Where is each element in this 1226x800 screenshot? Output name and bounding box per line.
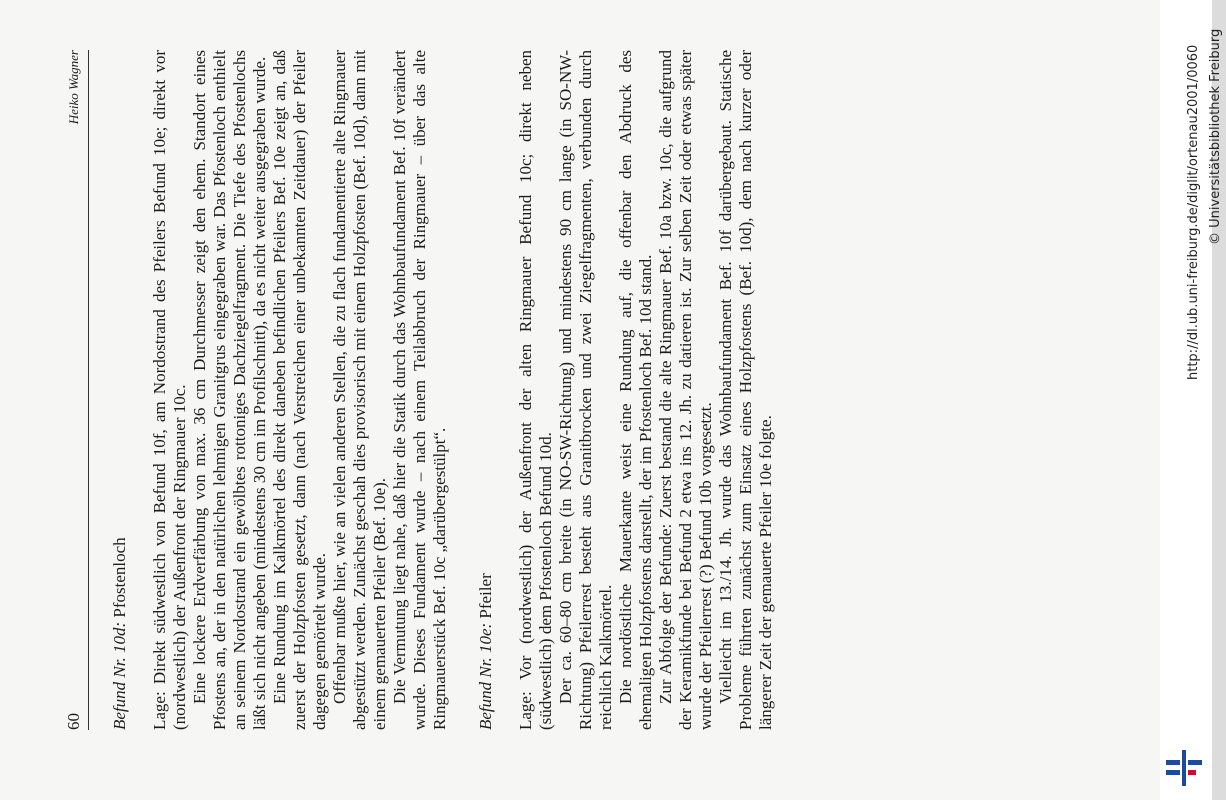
- paragraph: Die Vermutung liegt nahe, daß hier die Statik durch das Wohnbaufundament Bef. 10f verändert wurde. Dieses Fundament wurde – nach einem Teilabbruch der Ringmauer – über das alte Ringmauerstück Bef. 10c „darübergestülpt“.: [390, 50, 449, 730]
- paragraph: Der ca. 60–80 cm breite (in NO-SW-Richtung) und mindestens 90 cm lange (in SO-NW-Richtung) Pfeilerrest besteht aus Granitbrocken und zwei Ziegelfragmenten, verbunden durch reichlich Kalkmörtel.: [556, 50, 615, 730]
- paragraph: Vielleicht im 13./14. Jh. wurde das Wohnbaufundament Bef. 10f darübergebaut. Statische Probleme führten zunächst zum Einsatz eines Holzpfostens (Bef. 10d), dem nach kurzer oder längerer Zeit der gemauerte Pfeiler 10e folgte.: [716, 50, 775, 730]
- section-heading-10e: [476, 50, 496, 730]
- paragraph: Lage: Direkt südwestlich von Befund 10f, am Nordostrand des Pfeilers Befund 10e; direkt vor (nordwestlich) der Außenfront der Ringmauer 10c.: [150, 50, 189, 730]
- article-body: [110, 50, 776, 730]
- source-url-link[interactable]: http://dl.ub.uni-freiburg.de/diglit/ortenau2001/0060: [1186, 44, 1201, 380]
- running-head-author: Heiko Wagner: [66, 50, 81, 125]
- section-title: Pfostenloch: [110, 537, 129, 618]
- section-title: Pfeiler: [476, 573, 495, 619]
- paragraph: Eine lockere Erdverfärbung von max. 36 cm Durchmesser zeigt den ehem. Standort eines Pfostens an, der in den natürlichen lehmigen Granitgrus eingegraben war. Das Pfostenloch enthielt an seinem Nordostrand ein gewölbtes rottoniges Dachziegelfragment. Die Tiefe des Pfostenlochs läßt sich nicht angeben (mindestens 30 cm im Profilschnitt), da es nicht weiter ausgegraben wurde.: [190, 50, 269, 730]
- paragraph: Zur Abfolge der Befunde: Zuerst bestand die alte Ringmauer Bef. 10a bzw. 10c, die aufgrund der Keramikfunde bei Befund 2 etwa ins 12. Jh. zu datieren ist. Zur selben Zeit oder etwas später wurde der Pfeilerrest (?) Befund 10b vorgesetzt.: [656, 50, 715, 730]
- ub-freiburg-logo-icon: [1164, 748, 1204, 788]
- running-head: [62, 50, 89, 730]
- paragraph: Die nordöstliche Mauerkante weist eine Rundung auf, die offenbar den Abdruck des ehemaligen Holzpfostens darstellt, der im Pfostenloch Bef. 10d stand.: [616, 50, 655, 730]
- page-number: 60: [64, 713, 83, 730]
- rotated-page-content: [62, 50, 967, 730]
- section-label: Befund Nr. 10d:: [110, 621, 129, 730]
- section-heading-10d: [110, 50, 130, 730]
- section-label: Befund Nr. 10e:: [476, 622, 495, 730]
- copyright-notice: © Universitätsbibliothek Freiburg: [1208, 28, 1223, 245]
- paragraph: Lage: Vor (nordwestlich) der Außenfront der alten Ringmauer Befund 10c; direkt neben (südwestlich) dem Pfostenloch Befund 10d.: [516, 50, 555, 730]
- paragraph: Offenbar mußte hier, wie an vielen anderen Stellen, die zu flach fundamentierte alte Ringmauer abgestützt werden. Zunächst geschah dies provisorisch mit einem Holzpfosten (Bef. 10d), dann mit einem gemauerten Pfeiler (Bef. 10e).: [330, 50, 389, 730]
- paragraph: Eine Rundung im Kalkmörtel des direkt daneben befindlichen Pfeilers Bef. 10e zeigt an, daß zuerst der Holzpfosten gesetzt, dann (nach Verstreichen einer unbekannten Zeitdauer) der Pfeiler dagegen gemörtelt wurde.: [270, 50, 329, 730]
